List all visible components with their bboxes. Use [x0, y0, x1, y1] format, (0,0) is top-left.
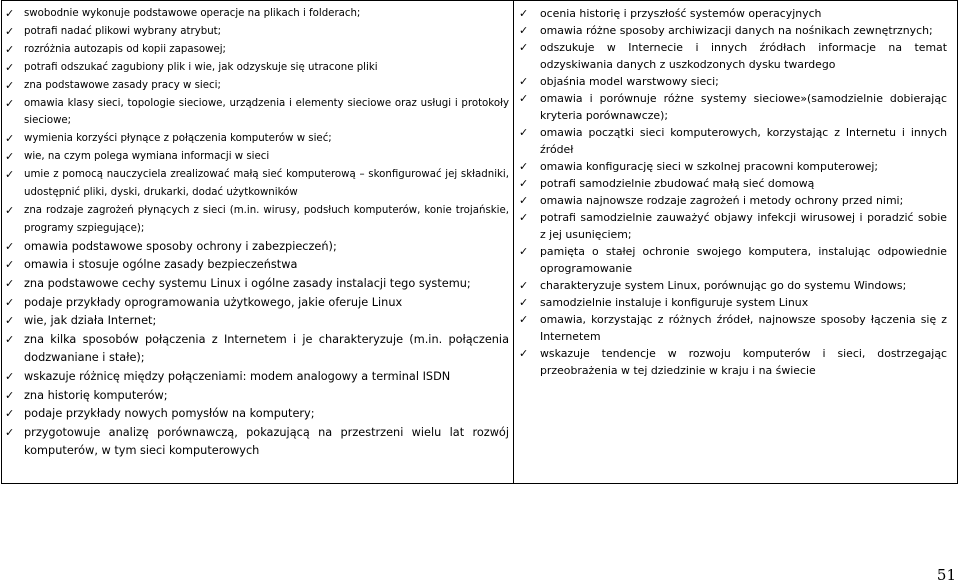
checkmark-icon: ✓ — [519, 41, 529, 54]
list-item — [519, 345, 947, 379]
list-item — [519, 311, 947, 345]
list-item — [519, 5, 947, 22]
checkmark-icon: ✓ — [519, 194, 529, 207]
checkmark-icon: ✓ — [5, 388, 15, 402]
list-item — [5, 166, 509, 202]
list-item-text: potrafi samodzielnie zbudować małą sieć domową — [540, 177, 815, 190]
checkmark-icon: ✓ — [5, 60, 15, 74]
list-item — [519, 73, 947, 90]
list-item-text: wskazuje różnicę między połączeniami: modem analogowy a terminal ISDN — [24, 369, 451, 383]
checkmark-icon: ✓ — [5, 239, 15, 253]
list-item — [519, 90, 947, 124]
checkmark-icon: ✓ — [519, 211, 529, 224]
list-item-text: zna podstawowe cechy systemu Linux i ogólne zasady instalacji tego systemu; — [24, 276, 471, 290]
list-item-text: potrafi samodzielnie zauważyć objawy infekcji wirusowej i poradzić sobie z jej usunięciem; — [540, 211, 947, 241]
checkmark-icon: ✓ — [519, 126, 529, 139]
list-item — [5, 387, 509, 406]
list-item-text: potrafi nadać plikowi wybrany atrybut; — [24, 25, 222, 37]
checkmark-icon: ✓ — [5, 7, 15, 20]
list-item — [5, 256, 509, 275]
list-item-text: ocenia historię i przyszłość systemów operacyjnych — [540, 7, 822, 20]
left-column — [2, 1, 514, 483]
list-item-text: objaśnia model warstwowy sieci; — [540, 75, 719, 88]
list-item — [5, 238, 509, 257]
checkmark-icon: ✓ — [5, 314, 15, 328]
list-item-text: samodzielnie instaluje i konfiguruje system Linux — [540, 296, 809, 309]
list-item — [5, 95, 509, 131]
list-item-text: omawia najnowsze rodzaje zagrożeń i metody ochrony przed nimi; — [540, 194, 904, 207]
list-item-text: omawia podstawowe sposoby ochrony i zabezpieczeń); — [24, 239, 337, 253]
checkmark-icon: ✓ — [519, 92, 529, 105]
list-item — [5, 202, 509, 238]
checkmark-icon: ✓ — [519, 296, 529, 309]
checkmark-icon: ✓ — [5, 150, 15, 164]
checkmark-icon: ✓ — [5, 168, 15, 182]
checkmark-icon: ✓ — [519, 347, 529, 360]
list-item — [519, 294, 947, 311]
list-item-text: omawia i stosuje ogólne zasady bezpieczeństwa — [24, 258, 298, 272]
list-item — [519, 175, 947, 192]
checkmark-icon: ✓ — [5, 96, 15, 110]
list-item — [5, 312, 509, 331]
checkmark-icon: ✓ — [5, 258, 15, 272]
checkmark-icon: ✓ — [5, 42, 15, 56]
checkmark-icon: ✓ — [519, 7, 529, 20]
checkmark-icon: ✓ — [5, 369, 15, 383]
page-number: 51 — [936, 566, 956, 584]
list-item — [5, 23, 509, 41]
list-item-text: przygotowuje analizę porównawczą, pokazującą na przestrzeni wielu lat rozwój komputerów, w tym sieci komputerowych — [24, 425, 509, 458]
list-item-text: podaje przykłady nowych pomysłów na komputery; — [24, 407, 315, 421]
list-item-text: zna podstawowe zasady pracy w sieci; — [24, 79, 221, 91]
list-item-text: potrafi odszukać zagubiony plik i wie, jak odzyskuje się utracone pliki — [24, 61, 378, 73]
left-list-a — [5, 5, 509, 238]
list-item-text: charakteryzuje system Linux, porównując go do systemu Windows; — [540, 279, 907, 292]
right-column — [514, 1, 957, 483]
list-item-text: pamięta o stałej ochronie swojego komputera, instalując odpowiednie oprogramowanie — [540, 245, 947, 275]
list-item — [5, 275, 509, 294]
list-item-text: wymienia korzyści płynące z połączenia komputerów w sieć; — [24, 133, 332, 145]
list-item-text: umie z pomocą nauczyciela zrealizować małą sieć komputerową – skonfigurować jej składniki, udostępnić pliki, dyski, drukarki, dodać użytkowników — [24, 169, 509, 199]
list-item — [519, 209, 947, 243]
checkmark-icon: ✓ — [519, 245, 529, 258]
right-list — [519, 5, 947, 379]
list-item-text: odszukuje w Internecie i innych źródłach informacje na temat odzyskiwania danych z uszkodzonych dysku twardego — [540, 41, 947, 71]
list-item — [519, 277, 947, 294]
list-item — [5, 41, 509, 59]
list-item-text: zna kilka sposobów połączenia z Internetem i je charakteryzuje (m.in. połączenia dodzwaniane i stałe); — [24, 332, 509, 365]
list-item — [5, 130, 509, 148]
checkmark-icon: ✓ — [5, 203, 15, 217]
list-item-text: omawia klasy sieci, topologie sieciowe, urządzenia i elementy sieciowe oraz usługi i protokoły sieciowe; — [24, 97, 509, 127]
list-item — [519, 22, 947, 39]
checkmark-icon: ✓ — [5, 24, 15, 38]
list-item-text: wie, jak działa Internet; — [24, 314, 157, 328]
list-item — [5, 405, 509, 424]
list-item — [5, 59, 509, 77]
checkmark-icon: ✓ — [5, 332, 15, 346]
checkmark-icon: ✓ — [519, 177, 529, 190]
list-item-text: rozróżnia autozapis od kopii zapasowej; — [24, 43, 226, 55]
list-item-text: omawia konfigurację sieci w szkolnej pracowni komputerowej; — [540, 160, 879, 173]
list-item-text: swobodnie wykonuje podstawowe operacje na plikach i folderach; — [24, 8, 361, 19]
list-item — [5, 331, 509, 368]
checkmark-icon: ✓ — [5, 276, 15, 290]
requirements-table — [1, 0, 958, 484]
list-item — [519, 243, 947, 277]
list-item — [519, 39, 947, 73]
checkmark-icon: ✓ — [5, 78, 15, 92]
checkmark-icon: ✓ — [5, 295, 15, 309]
checkmark-icon: ✓ — [5, 425, 15, 439]
list-item-text: zna rodzaje zagrożeń płynących z sieci (m.in. wirusy, podsłuch komputerów, konie trojańskie, programy szpiegujące); — [24, 204, 509, 234]
list-item — [519, 124, 947, 158]
list-item-text: omawia początki sieci komputerowych, korzystając z Internetu i innych źródeł — [540, 126, 947, 156]
checkmark-icon: ✓ — [519, 160, 529, 173]
list-item-text: omawia różne sposoby archiwizacji danych na nośnikach zewnętrznych; — [540, 24, 933, 37]
list-item-text: podaje przykłady oprogramowania użytkowego, jakie oferuje Linux — [24, 295, 403, 309]
left-list-b — [5, 238, 509, 461]
checkmark-icon: ✓ — [519, 313, 529, 326]
list-item — [5, 5, 509, 23]
checkmark-icon: ✓ — [519, 75, 529, 88]
list-item — [5, 148, 509, 166]
checkmark-icon: ✓ — [519, 279, 529, 292]
list-item — [5, 368, 509, 387]
list-item-text: wskazuje tendencje w rozwoju komputerów i sieci, dostrzegając przeobrażenia w tej dziedzinie w kraju i na świecie — [540, 347, 947, 377]
list-item — [5, 424, 509, 461]
checkmark-icon: ✓ — [5, 132, 15, 146]
list-item-text: wie, na czym polega wymiana informacji w sieci — [24, 151, 270, 163]
list-item — [519, 192, 947, 209]
list-item-text: omawia, korzystając z różnych źródeł, najnowsze sposoby łączenia się z Internetem — [540, 313, 947, 343]
list-item — [5, 294, 509, 313]
list-item-text: omawia i porównuje różne systemy sieciowe»(samodzielnie dobierając kryteria porównawcze); — [540, 92, 947, 122]
list-item — [5, 77, 509, 95]
list-item-text: zna historię komputerów; — [24, 388, 168, 402]
list-item — [519, 158, 947, 175]
checkmark-icon: ✓ — [5, 407, 15, 421]
checkmark-icon: ✓ — [519, 24, 529, 37]
